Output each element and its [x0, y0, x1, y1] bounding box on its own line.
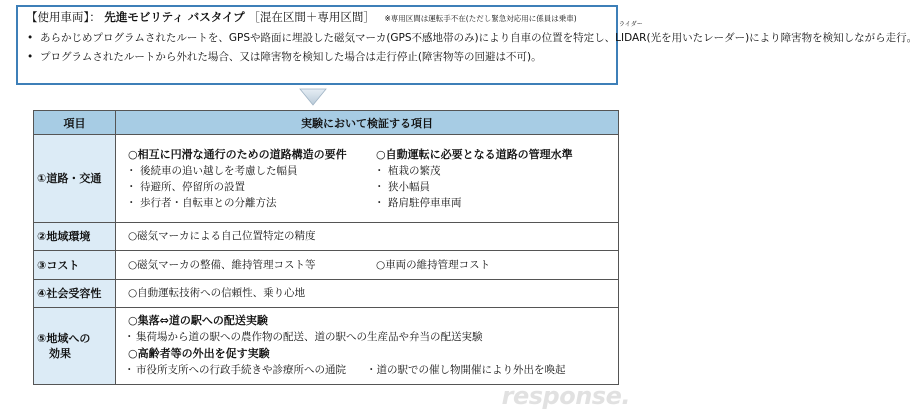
table-row-region	[34, 223, 619, 251]
social-text: ○自動運転技術への信頼性、乗り心地	[128, 287, 306, 299]
vehicle-section: ［混在区間＋専用区間］	[248, 10, 375, 24]
effect-delivery-text: ・ 集荷場から道の駅への農作物の配送、道の駅への生産品や弁当の配送実験	[128, 329, 612, 346]
bullet-2-text: プログラムされたルートから外れた場合、又は障害物を検知した場合は走行停止(障害物等の回避は不可)。	[40, 51, 542, 63]
effect-label-line1: ⑤地域への	[37, 332, 91, 345]
vehicle-label: 【使用車両】：	[26, 10, 101, 24]
item-road-traffic: ①道路・交通	[34, 135, 116, 223]
list-item: ・ 歩行者・自転車との分離方法	[128, 195, 376, 211]
effect-outing-text	[128, 362, 612, 379]
verification-table	[33, 110, 619, 385]
vehicle-note: ※専用区間は運転手不在(ただし緊急対応用に係員は乗車)	[384, 14, 577, 23]
content-effect	[116, 308, 619, 385]
road-management-column	[376, 146, 573, 211]
list-item: ・ 待避所、停留所の設置	[128, 179, 376, 195]
list-item: ・ 後続車の追い越しを考慮した幅員	[128, 163, 376, 179]
header-item: 項目	[34, 111, 116, 135]
vehicle-type: 先進モビリティ バスタイプ	[104, 10, 245, 24]
table-row-road-traffic	[34, 135, 619, 223]
road-structure-column	[128, 146, 376, 211]
item-social: ④社会受容性	[34, 280, 116, 308]
effect-heading-delivery: ○集落⇔道の駅への配送実験	[128, 314, 268, 327]
content-road-traffic	[116, 135, 619, 223]
vehicle-bullets	[26, 21, 917, 67]
list-item: ・ 狭小幅員	[376, 179, 573, 195]
down-arrow-icon	[300, 88, 326, 106]
lidar-word: LIDAR	[615, 32, 647, 44]
effect-outing-text-b: ・道の駅での催し物開催により外出を喚起	[366, 364, 566, 376]
cost-left: ○磁気マーカの整備、維持管理コスト等	[128, 258, 316, 271]
vehicle-info-box	[16, 5, 917, 85]
list-item: ・ 路肩駐停車車両	[376, 195, 573, 211]
road-structure-heading: ○相互に円滑な通行のための道路構造の要件	[128, 148, 347, 161]
effect-heading-outing: ○高齢者等の外出を促す実験	[128, 347, 270, 360]
lidar-reading: ライダー	[618, 21, 643, 28]
vehicle-bullet-1	[26, 21, 917, 48]
table-row-social	[34, 280, 619, 308]
bullet-1-text-pre: あらかじめプログラムされたルートを、GPSや路面に埋設した磁気マーカ(GPS不感地帯のみ)により自車の位置を特定し、	[40, 32, 616, 44]
header-content: 実験において検証する項目	[116, 111, 619, 135]
cost-right: ○車両の維持管理コスト	[376, 258, 491, 271]
table-row-effect	[34, 308, 619, 385]
region-text: ○磁気マーカによる自己位置特定の精度	[128, 230, 316, 242]
item-effect	[34, 308, 116, 385]
road-management-heading: ○自動運転に必要となる道路の管理水準	[376, 148, 573, 161]
effect-label-line2: 効果	[49, 347, 71, 360]
list-item: ・ 植栽の繁茂	[376, 163, 573, 179]
effect-outing-text-a: 市役所支所への行政手続きや診療所への通院	[136, 364, 346, 376]
item-region: ②地域環境	[34, 223, 116, 251]
bullet-1-text-post: (光を用いたレーダー)により障害物を検知しながら走行。	[646, 32, 917, 44]
item-cost: ③コスト	[34, 251, 116, 280]
content-cost	[116, 251, 619, 280]
content-region	[116, 223, 619, 251]
vehicle-bullet-2	[26, 48, 608, 67]
watermark-logo: response.	[501, 382, 630, 410]
lidar-ruby	[615, 21, 647, 48]
table-row-cost	[34, 251, 619, 280]
vehicle-header	[26, 10, 608, 26]
table-header-row	[34, 111, 619, 135]
content-social	[116, 280, 619, 308]
